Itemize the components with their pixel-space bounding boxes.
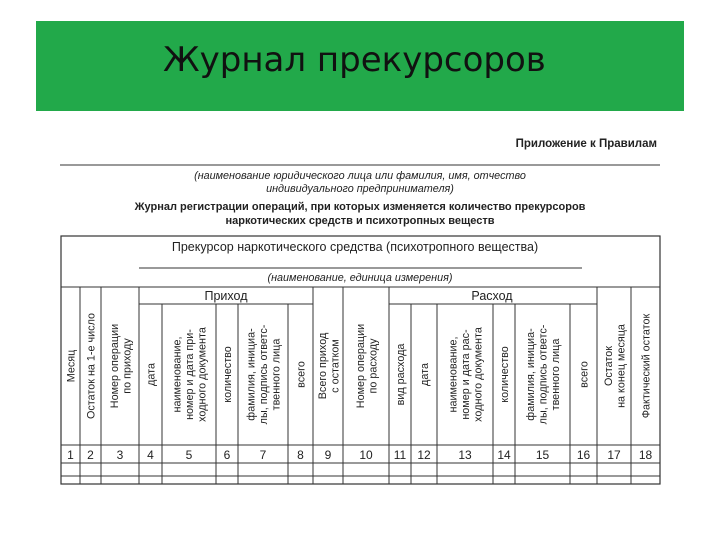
column-header-text: с остатком — [329, 339, 342, 393]
column-header-text: Номер операции — [354, 323, 367, 409]
column-headers — [66, 313, 653, 462]
column-header-text: Месяц — [65, 349, 78, 383]
column-header-text: Остаток — [602, 346, 615, 386]
column-header-text: фамилия, инициа- — [245, 328, 258, 421]
journal-title-line1: Журнал регистрации операций, при которых изменяется количество прекурсоров — [134, 201, 586, 213]
column-number: 18 — [638, 448, 653, 462]
column-number: 16 — [576, 448, 591, 462]
column-header-text: номер и дата при- — [184, 329, 196, 420]
column-header-text: по приходу — [121, 338, 134, 394]
column-header-text: количество — [499, 346, 511, 403]
column-header-text: всего — [578, 361, 591, 388]
column-number: 4 — [147, 448, 154, 462]
column-number: 3 — [116, 448, 124, 462]
column-header-text: наименование, — [447, 336, 460, 413]
group-expense: Расход — [471, 289, 513, 303]
precursor-title: Прекурсор наркотического средства (психотропного вещества) — [171, 240, 539, 254]
column-header-text: ходного документа — [196, 327, 209, 422]
column-header-text: Номер операции — [108, 323, 121, 409]
column-number: 2 — [87, 448, 94, 462]
column-header-text: по расходу — [367, 338, 380, 394]
journal-title-line2: наркотических средств и психотропных веществ — [225, 215, 495, 227]
column-header-text: лы, подпись ответс- — [258, 324, 270, 425]
column-header-text: количество — [222, 346, 234, 403]
column-number: 17 — [607, 448, 621, 462]
column-number: 13 — [458, 448, 472, 462]
column-number: 14 — [497, 448, 511, 462]
column-header-text: наименование, — [171, 336, 184, 413]
group-income: Приход — [204, 289, 248, 303]
column-header-text: твенного лица — [550, 338, 562, 411]
column-header-text: лы, подпись ответс- — [537, 324, 550, 425]
column-header-text: всего — [295, 361, 308, 388]
precursor-hint: (наименование, единица измерения) — [267, 272, 453, 284]
org-hint-line1: (наименование юридического лица или фамилия, имя, отчество — [194, 170, 526, 182]
column-header-text: Всего приход — [316, 332, 329, 400]
column-header-text: твенного лица — [270, 338, 283, 411]
org-hint-line2: индивидуального предпринимателя) — [266, 183, 454, 195]
appendix-label: Приложение к Правилам — [515, 138, 657, 150]
column-header-text: дата — [419, 363, 431, 386]
column-number: 10 — [359, 448, 373, 462]
column-header-text: Фактический остаток — [640, 313, 653, 419]
column-number: 6 — [223, 448, 231, 462]
column-number: 9 — [324, 448, 332, 462]
column-number: 12 — [417, 448, 431, 462]
column-header-text: на конец месяца — [615, 324, 628, 408]
column-header-text: номер и дата рас- — [460, 329, 472, 420]
column-number: 8 — [297, 448, 304, 462]
column-number: 5 — [185, 448, 193, 462]
column-header-text: ходного документа — [472, 327, 485, 422]
column-number: 11 — [393, 448, 407, 462]
column-number: 1 — [67, 448, 74, 462]
column-number: 15 — [535, 448, 550, 462]
column-header-text: дата — [145, 363, 158, 386]
column-number: 7 — [259, 448, 267, 462]
slide-title: Журнал прекурсоров — [163, 40, 546, 80]
column-header-text: фамилия, инициа- — [525, 328, 537, 421]
column-header-text: вид расхода — [395, 343, 407, 406]
column-header-text: Остаток на 1-е число — [85, 313, 98, 419]
